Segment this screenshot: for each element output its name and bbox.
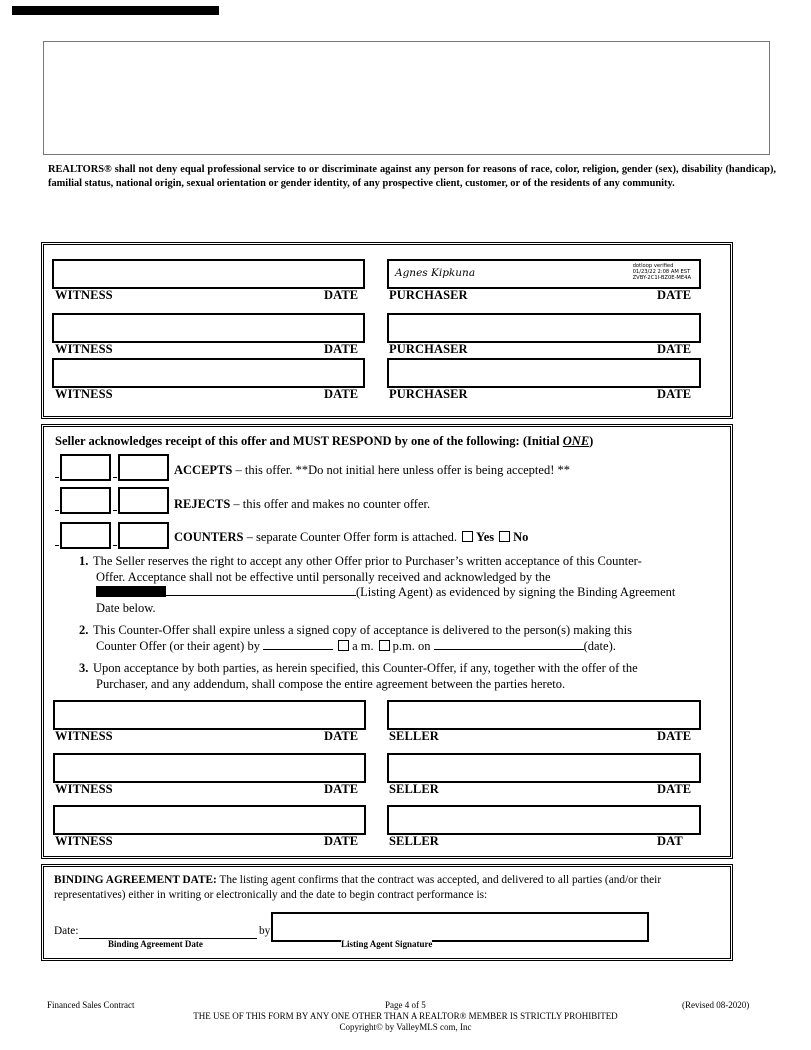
witness-signature-field[interactable] bbox=[52, 259, 365, 289]
witness-label: WITNESS bbox=[55, 834, 113, 848]
redaction-bar bbox=[12, 6, 219, 15]
accept-initial-box-1[interactable] bbox=[60, 454, 111, 481]
witness-signature-field[interactable] bbox=[53, 700, 366, 730]
listing-agent-blank[interactable] bbox=[166, 595, 356, 596]
accepts-option: ACCEPTS – this offer. **Do not initial here unless offer is being accepted! ** bbox=[174, 463, 570, 477]
reject-initial-box-1[interactable] bbox=[60, 487, 111, 514]
footer-prohibited-notice: THE USE OF THIS FORM BY ANY ONE OTHER THAN A REALTOR® MEMBER IS STRICTLY PROHIBITED bbox=[193, 1011, 618, 1021]
am-checkbox[interactable] bbox=[338, 640, 349, 651]
dotloop-verified-stamp: dotloop verified 01/23/22 2:08 AM EST ZVBY-2C1I-BZ0E-ME4A bbox=[632, 263, 691, 281]
listing-agent-caption: Listing Agent Signature bbox=[341, 939, 433, 949]
seller-signature-field[interactable] bbox=[387, 700, 701, 730]
date-label: DATE bbox=[324, 342, 359, 356]
listing-agent-signature-field[interactable] bbox=[271, 912, 649, 942]
initial-underline bbox=[55, 477, 59, 478]
purchaser-label: PURCHASER bbox=[389, 288, 468, 302]
expire-time-blank[interactable] bbox=[263, 649, 333, 650]
footer-copyright: Copyright© by ValleyMLS com, Inc bbox=[339, 1022, 472, 1032]
seller-label: SELLER bbox=[389, 834, 439, 848]
date-label: DATE bbox=[324, 782, 359, 796]
binding-date-caption: Binding Agreement Date bbox=[108, 939, 203, 949]
date-label: DATE bbox=[324, 387, 359, 401]
counter-initial-box-1[interactable] bbox=[60, 522, 111, 549]
purchaser-label: PURCHASER bbox=[389, 342, 468, 356]
purchaser-signature: Agnes Kipkuna bbox=[395, 267, 476, 279]
seller-signature-field[interactable] bbox=[387, 753, 701, 783]
date-label: DATE bbox=[657, 288, 692, 302]
witness-signature-field[interactable] bbox=[52, 313, 365, 343]
witness-signature-field[interactable] bbox=[52, 358, 365, 388]
para-2: This Counter-Offer shall expire unless a signed copy of acceptance is delivered to the person(s) making this Counter Offer (or their agent) by a m. p.m. on (date). bbox=[93, 623, 632, 653]
initial-underline bbox=[55, 545, 59, 546]
footer-form-name: Financed Sales Contract bbox=[47, 1000, 135, 1010]
counters-option: COUNTERS – separate Counter Offer form is attached. Yes No bbox=[174, 530, 529, 544]
date-label: DATE bbox=[324, 288, 359, 302]
accept-initial-box-2[interactable] bbox=[118, 454, 169, 481]
date-label: DATE bbox=[657, 729, 692, 743]
date-label: DATE bbox=[324, 834, 359, 848]
seller-section-title: Seller acknowledges receipt of this offer and MUST RESPOND by one of the following: (Initial ONE) bbox=[55, 434, 594, 448]
seller-label: SELLER bbox=[389, 782, 439, 796]
date-label: DATE bbox=[324, 729, 359, 743]
purchaser-signature-field[interactable] bbox=[387, 358, 701, 388]
footer-revision: (Revised 08-2020) bbox=[682, 1000, 750, 1010]
date-label: DATE bbox=[657, 342, 692, 356]
para-number: 1. bbox=[79, 554, 89, 568]
binding-agreement-text: BINDING AGREEMENT DATE: The listing agent confirms that the contract was accepted, and delivered to all parties (and/or their representatives) either in writing or electronically and the date to begin contract performance is: bbox=[54, 874, 662, 901]
footer-page-number: Page 4 of 5 bbox=[385, 1000, 426, 1010]
comments-box[interactable] bbox=[43, 41, 770, 155]
purchaser-label: PURCHASER bbox=[389, 387, 468, 401]
date-label: DATE bbox=[657, 782, 692, 796]
yes-checkbox[interactable] bbox=[462, 531, 473, 542]
date-label: DAT bbox=[657, 834, 683, 848]
witness-label: WITNESS bbox=[55, 342, 113, 356]
fair-housing-notice: REALTORS® shall not deny equal professional service to or discriminate against any person for reasons of race, color, religion, gender (sex), disability (handicap), familial status, national origin, sexual orientation or gender identity, of any prospective client, customer, or of the residents of any community. bbox=[48, 164, 776, 189]
witness-label: WITNESS bbox=[55, 387, 113, 401]
rejects-option: REJECTS – this offer and makes no counter offer. bbox=[174, 497, 431, 511]
purchaser-signature-field[interactable] bbox=[387, 259, 701, 289]
para-number: 2. bbox=[79, 623, 89, 637]
redacted-agent-name bbox=[96, 586, 166, 597]
para-number: 3. bbox=[79, 661, 89, 675]
para-3: Upon acceptance by both parties, as herein specified, this Counter-Offer, if any, together with the offer of the Purchaser, and any addendum, shall compose the entire agreement between the parties hereto. bbox=[93, 661, 638, 691]
no-checkbox[interactable] bbox=[499, 531, 510, 542]
date-label: DATE bbox=[657, 387, 692, 401]
reject-initial-box-2[interactable] bbox=[118, 487, 169, 514]
seller-signature-field[interactable] bbox=[387, 805, 701, 835]
initial-underline bbox=[113, 545, 117, 546]
witness-signature-field[interactable] bbox=[53, 753, 366, 783]
date-label: Date: bbox=[54, 925, 79, 937]
initial-underline bbox=[55, 510, 59, 511]
witness-signature-field[interactable] bbox=[53, 805, 366, 835]
para-1: The Seller reserves the right to accept any other Offer prior to Purchaser’s written acceptance of this Counter- Offer. Acceptance shall not be effective until personally received and acknowledged by the (Listing Agent) as evidenced by signing the Binding Agreement Date below. bbox=[93, 554, 676, 615]
witness-label: WITNESS bbox=[55, 288, 113, 302]
pm-checkbox[interactable] bbox=[379, 640, 390, 651]
purchaser-signature-field[interactable] bbox=[387, 313, 701, 343]
expire-date-blank[interactable] bbox=[434, 649, 584, 650]
witness-label: WITNESS bbox=[55, 729, 113, 743]
witness-label: WITNESS bbox=[55, 782, 113, 796]
counter-initial-box-2[interactable] bbox=[118, 522, 169, 549]
by-label: by bbox=[259, 925, 271, 937]
seller-label: SELLER bbox=[389, 729, 439, 743]
initial-underline bbox=[113, 510, 117, 511]
initial-underline bbox=[113, 477, 117, 478]
